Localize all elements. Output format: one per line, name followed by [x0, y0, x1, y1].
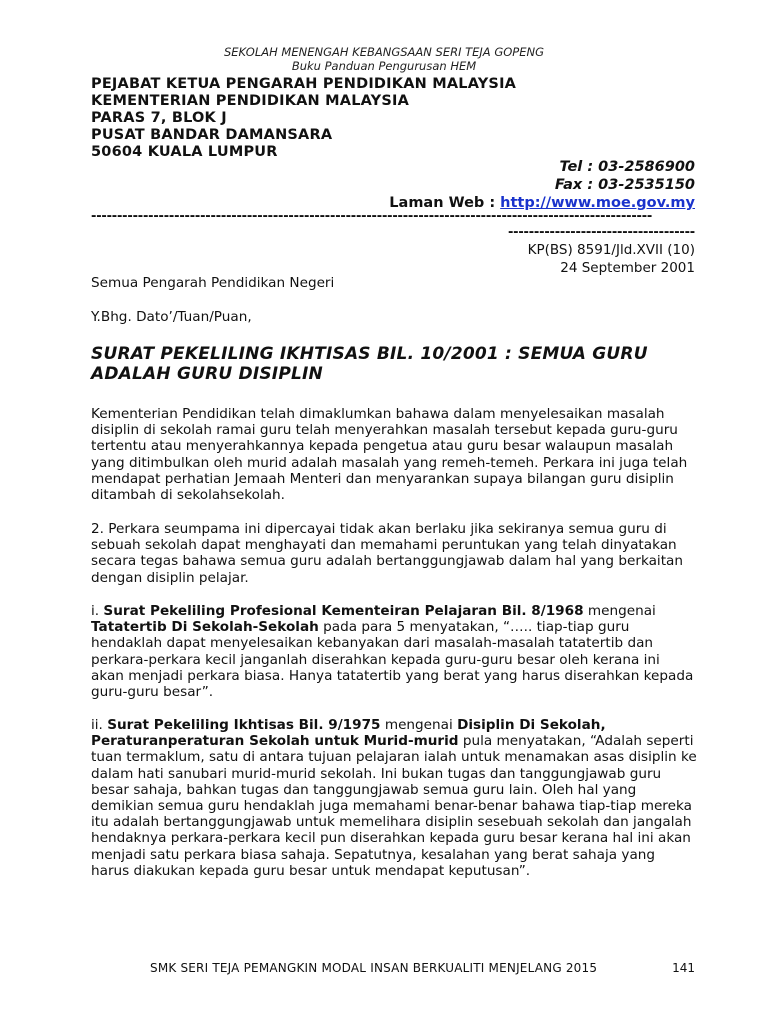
address-line: PUSAT BANDAR DAMANSARA: [91, 127, 333, 143]
sender-address: [91, 76, 516, 161]
website-link[interactable]: http://www.moe.gov.my: [500, 195, 695, 211]
address-line: 50604 KUALA LUMPUR: [91, 144, 278, 160]
address-line: PARAS 7, BLOK J: [91, 110, 227, 126]
paragraph-4: [91, 717, 697, 879]
paragraph-2: 2. Perkara seumpama ini dipercayai tidak akan berlaku jika sekiranya semua guru di sebuah sekolah dapat menghayati dan memahami peruntukan yang telah dinyatakan secara tegas bahawa semua guru adalah bertanggungjawab dalam hal yang berkaitan dengan disiplin pelajar.: [91, 521, 683, 586]
separator-line-short: ------------------------------------: [507, 225, 695, 240]
telephone: Tel : 03-2586900: [559, 159, 695, 175]
contact-block: [389, 158, 695, 212]
circular-reference: Surat Pekeliling Ikhtisas Bil. 9/1975: [107, 717, 381, 733]
fax: Fax : 03-2535150: [554, 177, 695, 193]
recipient: Semua Pengarah Pendidikan Negeri: [91, 275, 335, 291]
address-line: PEJABAT KETUA PENGARAH PENDIDIKAN MALAYSIA: [91, 76, 517, 92]
school-header: SEKOLAH MENENGAH KEBANGSAAN SERI TEJA GOPENG: [223, 45, 545, 59]
reference-number: KP(BS) 8591/Jld.XVII (10): [527, 242, 695, 258]
reference-block: [528, 241, 695, 277]
paragraph-text: pada para 5 menyatakan, “….. tiap-tiap guru hendaklah dapat menyelesaikan kebanyakan dari masalah-masalah tatatertib dan perkara-perkara kecil janganlah diserahkan kepada guru-guru besar oleh kerana ini akan menjadi perkara biasa. Hanya tatatertib yang berat yang harus diserahkan kepada guru-guru besar”.: [91, 619, 694, 701]
separator-line: ------------------------------------------------------------------------------------------------------------: [91, 209, 653, 224]
circular-reference: Surat Pekeliling Profesional Kementeiran Pelajaran Bil. 8/1968: [103, 603, 584, 619]
page-number: 141: [672, 961, 695, 975]
footer-motto: SMK SERI TEJA PEMANGKIN MODAL INSAN BERKUALITI MENJELANG 2015: [150, 961, 598, 975]
connector-text: mengenai: [380, 717, 458, 733]
circular-subject: Tatatertib Di Sekolah-Sekolah: [91, 619, 319, 636]
address-line: KEMENTERIAN PENDIDIKAN MALAYSIA: [91, 93, 410, 109]
paragraph-text: pula menyatakan, “Adalah seperti tuan termaklum, satu di antara tujuan pelajaran ialah untuk menamakan asas disiplin ke dalam hati sanubari murid-murid sekolah. Ini bukan tugas dan tanggungjawab guru besar sahaja, bahkan tugas dan tanggungjawab semua guru lain. Oleh hal yang: [91, 733, 697, 798]
letter-title: SURAT PEKELILING IKHTISAS BIL. 10/2001 : SEMUA GURU ADALAH GURU DISIPLIN: [91, 344, 648, 384]
paragraph-1: Kementerian Pendidikan telah dimaklumkan bahawa dalam menyelesaikan masalah disiplin di sekolah ramai guru telah menyerahkan masalah tersebut kepada guru-guru tertentu atau menyerahkannya kepada pengetua atau guru besar walaupun masalah yang ditimbulkan oleh murid adalah masalah yang remeh-temeh. Perkara ini juga telah mendapat perhatian Jemaah Menteri dan menyarankan supaya bilangan guru disiplin ditambah di sekolahsekolah.: [91, 406, 688, 504]
list-marker: i.: [91, 603, 104, 619]
website-label: Laman Web :: [389, 195, 501, 211]
connector-text: mengenai: [583, 603, 656, 619]
paragraph-3: [91, 603, 697, 700]
letter-date: 24 September 2001: [560, 260, 695, 276]
salutation: Y.Bhg. Dato’/Tuan/Puan,: [91, 309, 252, 325]
circular-subject: Disiplin Di Sekolah, Peraturanperaturan Sekolah untuk Murid-murid: [91, 717, 606, 750]
handbook-header: Buku Panduan Pengurusan HEM: [291, 59, 477, 73]
list-marker: ii.: [91, 717, 108, 733]
paragraph-text-continued: demikian semua guru hendaklah juga memahami benar-benar bahawa tiap-tiap mereka itu adalah bertanggungjawab untuk memelihara disiplin sesebuah sekolah dan jangalah hendaknya perkara-perkara kecil pun diserahkan kepada guru besar kerana hal ini akan menjadi satu perkara biasa sahaja. Sepatutnya, kesalahan yang berat sahaja yang harus diakukan kepada guru besar untuk mendapat keputusan”.: [91, 798, 692, 879]
